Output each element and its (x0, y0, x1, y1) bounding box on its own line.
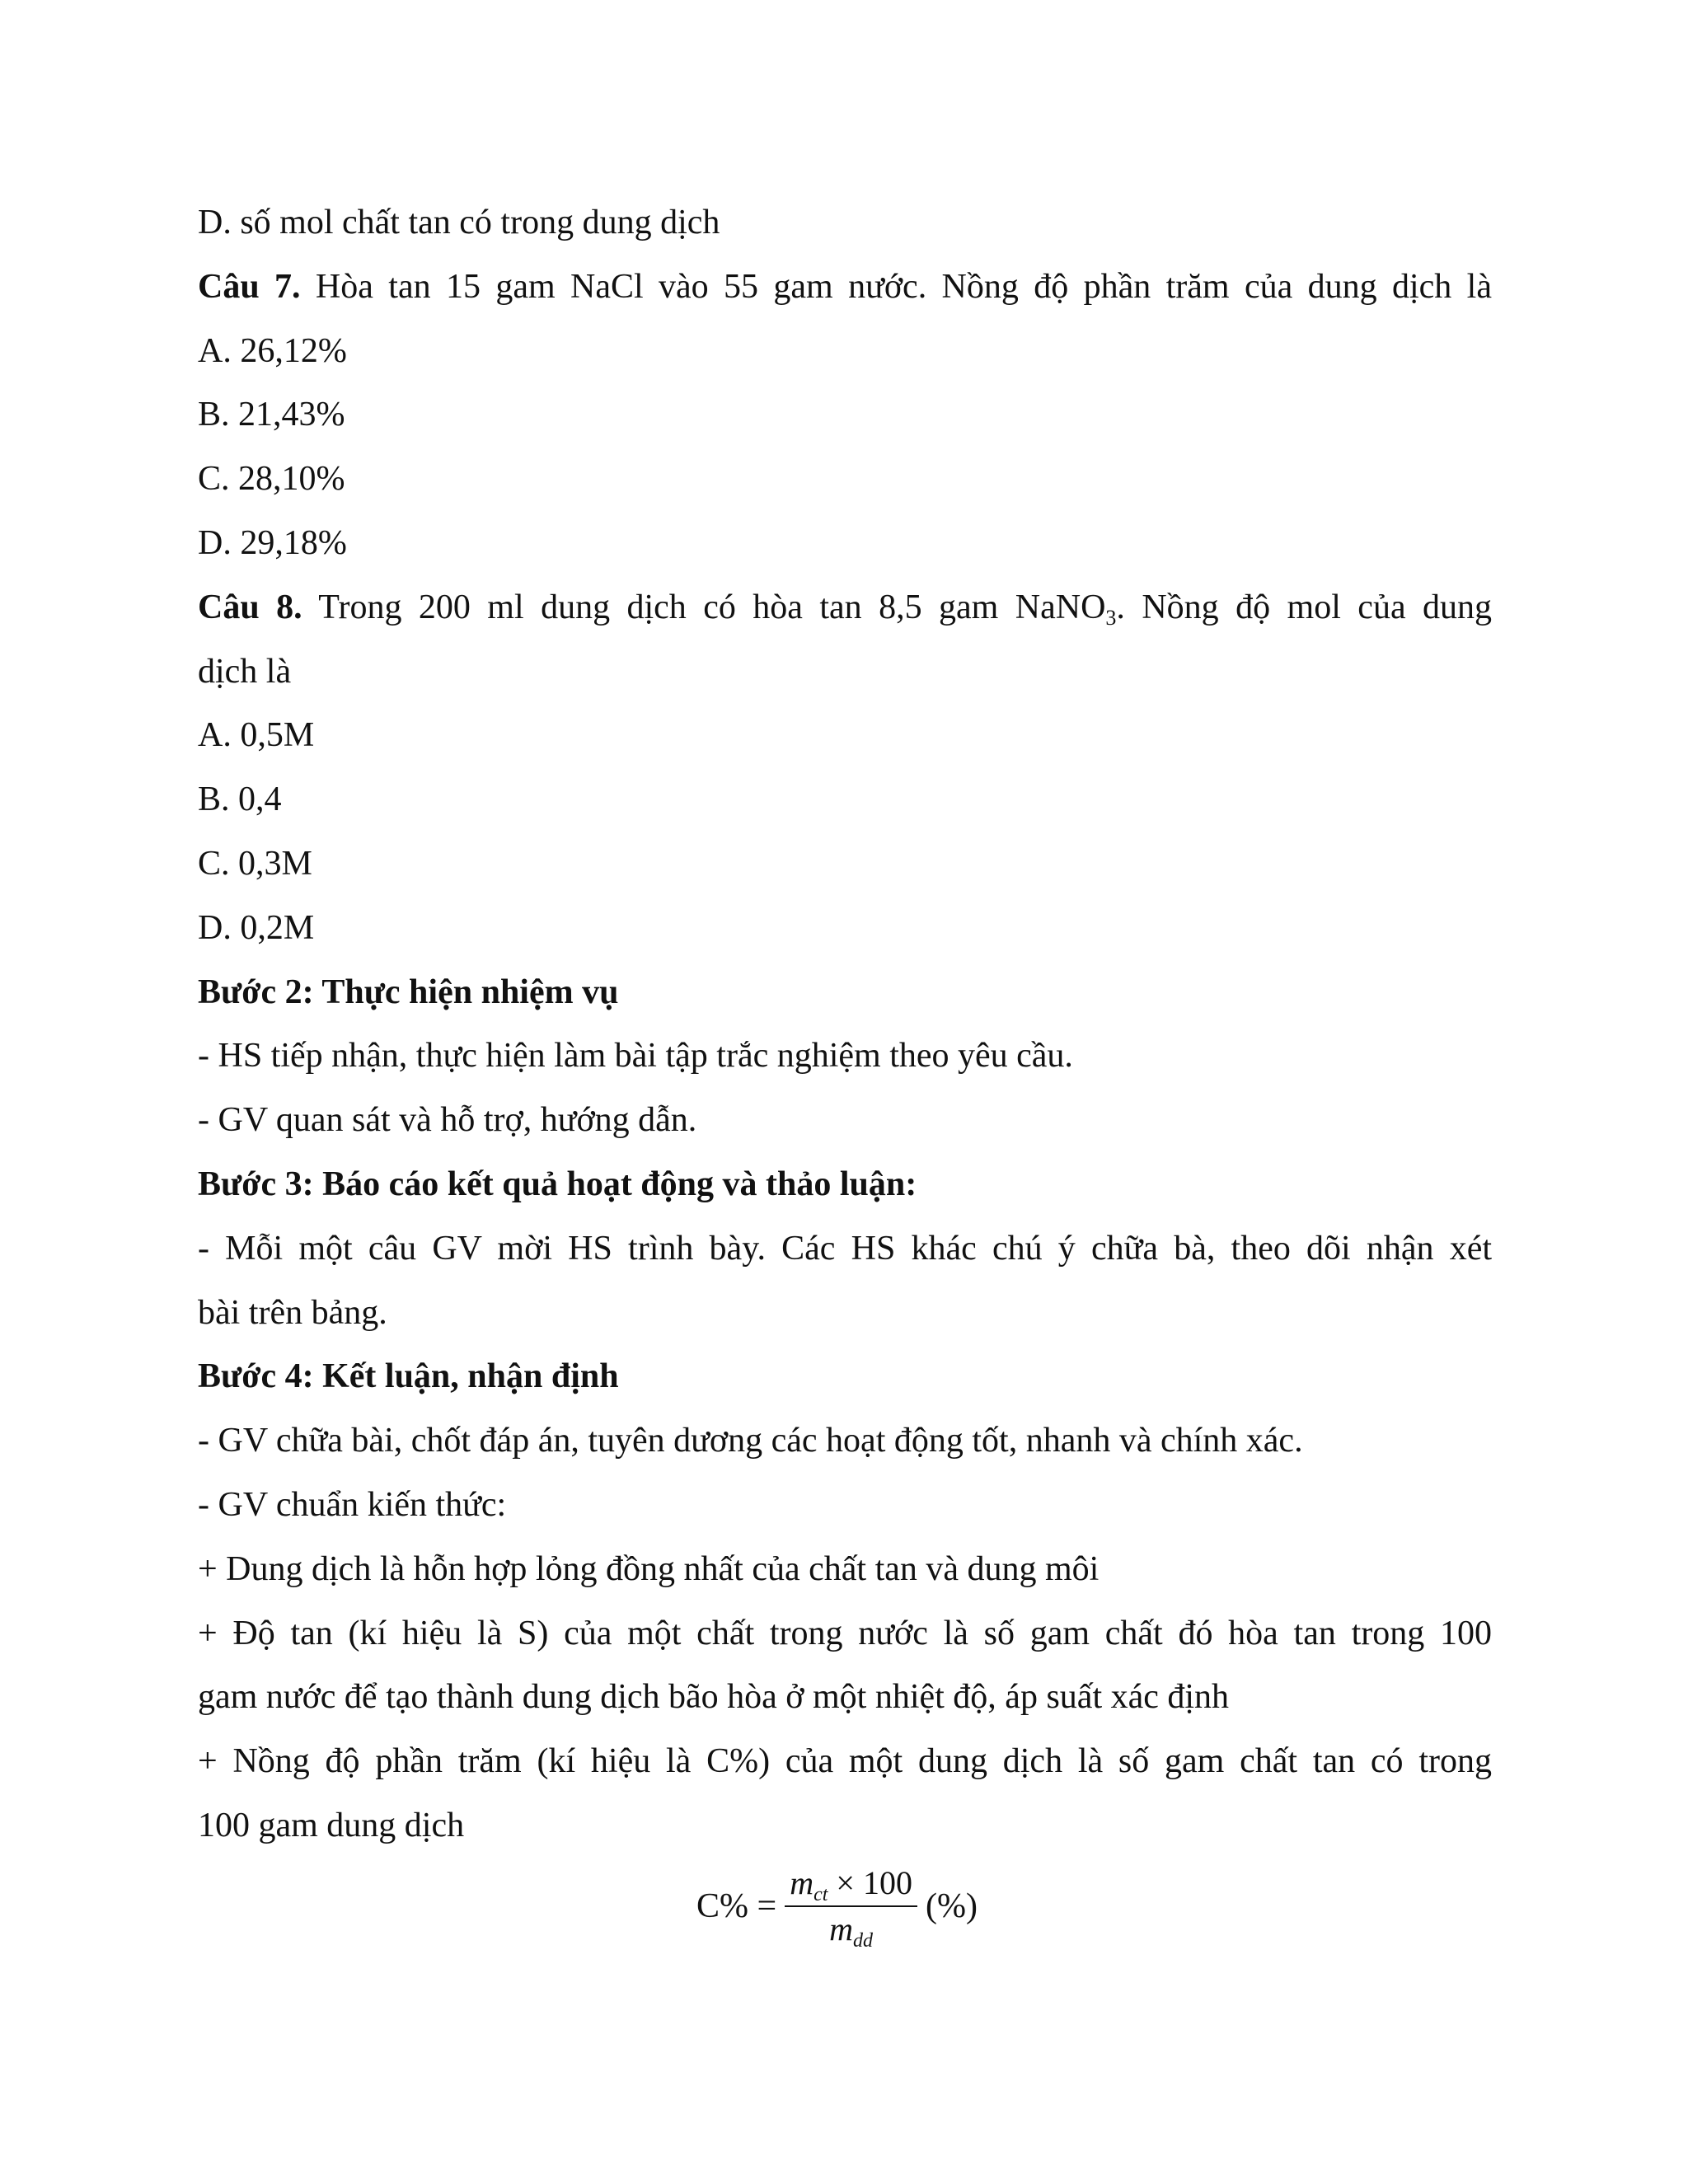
q8-option-a: A. 0,5M (198, 716, 315, 755)
q7-option-c: C. 28,10% (198, 460, 345, 499)
q8-option-c: C. 0,3M (198, 844, 312, 883)
step-4-heading: Bước 4: Kết luận, nhận định (198, 1357, 619, 1396)
knowledge-item-1: + Dung dịch là hỗn hợp lỏng đồng nhất của chất tan và dung môi (198, 1549, 1100, 1588)
q8-option-b: B. 0,4 (198, 780, 282, 819)
q7-option-d: D. 29,18% (198, 523, 347, 562)
step-2-item-1: - HS tiếp nhận, thực hiện làm bài tập trắc nghiệm theo yêu cầu. (198, 1037, 1073, 1076)
q8-option-d: D. 0,2M (198, 908, 315, 947)
q7-option-b: B. 21,43% (198, 396, 345, 434)
knowledge-item-2a: + Độ tan (kí hiệu là S) của một chất trong nước là số gam chất đó hòa tan trong 100 (198, 1614, 1492, 1652)
document-body (198, 191, 1492, 1858)
knowledge-item-3a: + Nồng độ phần trăm (kí hiệu là C%) của một dung dịch là số gam chất tan có trong (198, 1742, 1492, 1781)
step-4-item-2: - GV chuẩn kiến thức: (198, 1485, 507, 1524)
formula-numerator (785, 1864, 917, 1907)
question-8 (198, 576, 1492, 640)
question-8-text-1: Trong 200 ml dung dịch có hòa tan 8,5 gam NaNO (302, 588, 1106, 626)
question-8-text-3: dịch là (198, 652, 292, 691)
concentration-formula (696, 1861, 978, 1952)
numerator-rest: × 100 (828, 1864, 912, 1901)
question-8-label: Câu 8. (198, 588, 302, 626)
question-7-text: Hòa tan 15 gam NaCl vào 55 gam nước. Nồng độ phần trăm của dung dịch là (300, 267, 1492, 306)
step-2-heading: Bước 2: Thực hiện nhiệm vụ (198, 972, 619, 1011)
step-3-item-1b: bài trên bảng. (198, 1293, 387, 1332)
formula-denominator (829, 1907, 874, 1952)
question-8-subscript: 3 (1105, 605, 1117, 630)
denominator-variable: $m_{dd}$ (829, 1910, 874, 1952)
formula-lhs: C% = (696, 1887, 777, 1925)
q6-option-d: D. số mol chất tan có trong dung dịch (198, 204, 720, 241)
step-3-item-1a: - Mỗi một câu GV mời HS trình bày. Các HS khác chú ý chữa bà, theo dõi nhận xét (198, 1229, 1492, 1268)
step-2-item-2: - GV quan sát và hỗ trợ, hướng dẫn. (198, 1101, 697, 1140)
knowledge-item-3b: 100 gam dung dịch (198, 1806, 465, 1844)
step-4-item-1: - GV chữa bài, chốt đáp án, tuyên dương các hoạt động tốt, nhanh và chính xác. (198, 1422, 1303, 1460)
step-3-heading: Bước 3: Báo cáo kết quả hoạt động và thảo luận: (198, 1165, 917, 1203)
knowledge-item-2b: gam nước để tạo thành dung dịch bão hòa ở một nhiệt độ, áp suất xác định (198, 1678, 1230, 1717)
formula-fraction (785, 1864, 917, 1952)
formula-unit: (%) (925, 1887, 978, 1925)
numerator-variable: $m_{ct}$ (790, 1864, 828, 1905)
question-7-label: Câu 7. (198, 267, 301, 306)
q7-option-a: A. 26,12% (198, 331, 347, 370)
question-7 (198, 255, 1492, 320)
question-8-text-2: . Nồng độ mol của dung (1116, 588, 1493, 626)
